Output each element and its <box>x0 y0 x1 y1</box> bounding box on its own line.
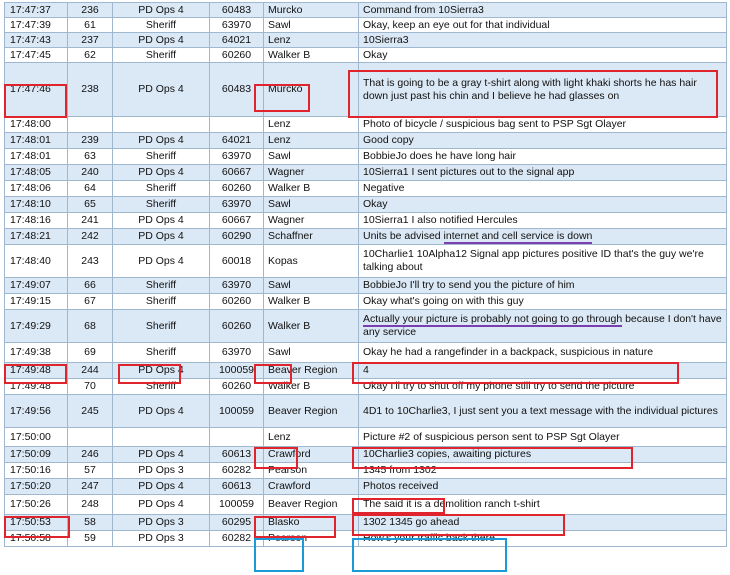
seq-cell: 244 <box>68 363 113 379</box>
message-cell: Photo of bicycle / suspicious bag sent to PSP Sgt Olayer <box>359 117 727 133</box>
unit-cell: PD Ops 4 <box>113 213 210 229</box>
table-row <box>5 63 727 117</box>
time-cell: 17:48:00 <box>5 117 68 133</box>
name-cell: Walker B <box>264 181 359 197</box>
id-cell: 60282 <box>210 463 264 479</box>
time-cell: 17:49:38 <box>5 343 68 363</box>
time-cell: 17:49:48 <box>5 363 68 379</box>
message-cell: 10Sierra1 I sent pictures out to the signal app <box>359 165 727 181</box>
name-cell: Walker B <box>264 379 359 395</box>
id-cell: 60613 <box>210 479 264 495</box>
unit-cell: PD Ops 3 <box>113 515 210 531</box>
message-cell <box>359 229 727 245</box>
id-cell: 60260 <box>210 181 264 197</box>
seq-cell: 65 <box>68 197 113 213</box>
message-cell: How's your traffic back there <box>359 531 727 547</box>
message-cell: Okay what's going on with this guy <box>359 294 727 310</box>
message-cell: Okay I'll try to shut off my phone still try to send the picture <box>359 379 727 395</box>
unit-cell: PD Ops 3 <box>113 463 210 479</box>
table-row <box>5 245 727 278</box>
time-cell: 17:50:00 <box>5 428 68 447</box>
table-row <box>5 515 727 531</box>
unit-cell: Sheriff <box>113 278 210 294</box>
id-cell: 100059 <box>210 363 264 379</box>
id-cell: 60613 <box>210 447 264 463</box>
message-cell: BobbieJo does he have long hair <box>359 149 727 165</box>
table-row <box>5 379 727 395</box>
name-cell: Beaver Region <box>264 495 359 515</box>
message-cell: Picture #2 of suspicious person sent to PSP Sgt Olayer <box>359 428 727 447</box>
seq-cell: 64 <box>68 181 113 197</box>
table-row <box>5 294 727 310</box>
time-cell: 17:50:09 <box>5 447 68 463</box>
unit-cell: PD Ops 4 <box>113 447 210 463</box>
underlined-text: Actually your picture is probably not going to go through <box>363 313 623 325</box>
unit-cell: PD Ops 4 <box>113 363 210 379</box>
id-cell: 60667 <box>210 213 264 229</box>
seq-cell: 239 <box>68 133 113 149</box>
time-cell: 17:49:15 <box>5 294 68 310</box>
name-cell: Schaffner <box>264 229 359 245</box>
id-cell: 60282 <box>210 531 264 547</box>
table-row <box>5 395 727 428</box>
time-cell: 17:49:48 <box>5 379 68 395</box>
message-cell: Photos received <box>359 479 727 495</box>
underlined-text: internet and cell service is down <box>443 230 593 242</box>
id-cell: 63970 <box>210 18 264 33</box>
time-cell: 17:48:21 <box>5 229 68 245</box>
message-cell: Okay, keep an eye out for that individual <box>359 18 727 33</box>
seq-cell: 236 <box>68 3 113 18</box>
message-cell: 4D1 to 10Charlie3, I just sent you a text message with the individual pictures <box>359 395 727 428</box>
seq-cell: 247 <box>68 479 113 495</box>
time-cell: 17:50:16 <box>5 463 68 479</box>
table-row <box>5 343 727 363</box>
table-row <box>5 463 727 479</box>
id-cell: 60018 <box>210 245 264 278</box>
unit-cell: Sheriff <box>113 294 210 310</box>
message-cell <box>359 310 727 343</box>
name-cell: Blasko <box>264 515 359 531</box>
message-cell: Okay he had a rangefinder in a backpack, suspicious in nature <box>359 343 727 363</box>
seq-cell <box>68 117 113 133</box>
name-cell: Beaver Region <box>264 395 359 428</box>
table-row <box>5 363 727 379</box>
name-cell: Walker B <box>264 294 359 310</box>
seq-cell: 248 <box>68 495 113 515</box>
unit-cell: Sheriff <box>113 18 210 33</box>
time-cell: 17:50:58 <box>5 531 68 547</box>
time-cell: 17:50:53 <box>5 515 68 531</box>
time-cell: 17:48:05 <box>5 165 68 181</box>
table-row <box>5 213 727 229</box>
time-cell: 17:48:10 <box>5 197 68 213</box>
id-cell <box>210 117 264 133</box>
unit-cell: PD Ops 4 <box>113 33 210 48</box>
unit-cell <box>113 117 210 133</box>
unit-cell <box>113 428 210 447</box>
id-cell: 64021 <box>210 133 264 149</box>
id-cell <box>210 428 264 447</box>
name-cell: Crawford <box>264 447 359 463</box>
message-text: because I don't have any service <box>363 313 722 338</box>
name-cell: Crawford <box>264 479 359 495</box>
seq-cell: 62 <box>68 48 113 63</box>
table-row <box>5 117 727 133</box>
time-cell: 17:49:56 <box>5 395 68 428</box>
time-cell: 17:48:01 <box>5 149 68 165</box>
seq-cell: 245 <box>68 395 113 428</box>
time-cell: 17:50:26 <box>5 495 68 515</box>
time-cell: 17:48:06 <box>5 181 68 197</box>
dispatch-log-table <box>4 2 727 547</box>
id-cell: 100059 <box>210 395 264 428</box>
id-cell: 63970 <box>210 149 264 165</box>
message-cell: BobbieJo I'll try to send you the picture of him <box>359 278 727 294</box>
time-cell: 17:47:37 <box>5 3 68 18</box>
id-cell: 100059 <box>210 495 264 515</box>
name-cell: Kopas <box>264 245 359 278</box>
table-row <box>5 18 727 33</box>
table-row <box>5 165 727 181</box>
name-cell: Lenz <box>264 117 359 133</box>
time-cell: 17:48:40 <box>5 245 68 278</box>
table-row <box>5 310 727 343</box>
seq-cell: 69 <box>68 343 113 363</box>
name-cell: Sawl <box>264 149 359 165</box>
unit-cell: Sheriff <box>113 149 210 165</box>
seq-cell: 242 <box>68 229 113 245</box>
name-cell: Murcko <box>264 3 359 18</box>
unit-cell: PD Ops 4 <box>113 245 210 278</box>
time-cell: 17:49:29 <box>5 310 68 343</box>
message-cell: 10Charlie1 10Alpha12 Signal app pictures positive ID that's the guy we're talking about <box>359 245 727 278</box>
name-cell: Beaver Region <box>264 363 359 379</box>
table-row <box>5 479 727 495</box>
seq-cell: 238 <box>68 63 113 117</box>
name-cell: Lenz <box>264 428 359 447</box>
id-cell: 60483 <box>210 63 264 117</box>
seq-cell: 61 <box>68 18 113 33</box>
time-cell: 17:48:01 <box>5 133 68 149</box>
id-cell: 60483 <box>210 3 264 18</box>
unit-cell: Sheriff <box>113 48 210 63</box>
seq-cell: 240 <box>68 165 113 181</box>
table-row <box>5 495 727 515</box>
dispatch-log-body <box>5 3 727 547</box>
message-cell: Command from 10Sierra3 <box>359 3 727 18</box>
unit-cell: PD Ops 4 <box>113 133 210 149</box>
name-cell: Murcko <box>264 63 359 117</box>
name-cell: Sawl <box>264 18 359 33</box>
unit-cell: PD Ops 3 <box>113 531 210 547</box>
name-cell: Sawl <box>264 197 359 213</box>
time-cell: 17:47:46 <box>5 63 68 117</box>
id-cell: 60260 <box>210 310 264 343</box>
unit-cell: Sheriff <box>113 310 210 343</box>
name-cell: Sawl <box>264 278 359 294</box>
table-row <box>5 3 727 18</box>
unit-cell: PD Ops 4 <box>113 3 210 18</box>
name-cell: Lenz <box>264 133 359 149</box>
message-cell: 10Charlie3 copies, awaiting pictures <box>359 447 727 463</box>
id-cell: 60290 <box>210 229 264 245</box>
unit-cell: PD Ops 4 <box>113 479 210 495</box>
seq-cell: 67 <box>68 294 113 310</box>
unit-cell: PD Ops 4 <box>113 495 210 515</box>
seq-cell: 58 <box>68 515 113 531</box>
table-row <box>5 149 727 165</box>
table-row <box>5 229 727 245</box>
message-cell: The said it is a demolition ranch t-shirt <box>359 495 727 515</box>
id-cell: 60667 <box>210 165 264 181</box>
name-cell: Walker B <box>264 48 359 63</box>
time-cell: 17:47:43 <box>5 33 68 48</box>
unit-cell: Sheriff <box>113 181 210 197</box>
id-cell: 63970 <box>210 343 264 363</box>
message-cell: 4 <box>359 363 727 379</box>
table-row <box>5 48 727 63</box>
message-cell: Okay <box>359 48 727 63</box>
name-cell: Pearson <box>264 531 359 547</box>
id-cell: 63970 <box>210 197 264 213</box>
message-cell: Good copy <box>359 133 727 149</box>
table-row <box>5 531 727 547</box>
seq-cell: 57 <box>68 463 113 479</box>
id-cell: 60260 <box>210 379 264 395</box>
id-cell: 64021 <box>210 33 264 48</box>
id-cell: 63970 <box>210 278 264 294</box>
table-row <box>5 428 727 447</box>
time-cell: 17:48:16 <box>5 213 68 229</box>
message-cell: 10Sierra1 I also notified Hercules <box>359 213 727 229</box>
seq-cell: 63 <box>68 149 113 165</box>
table-row <box>5 197 727 213</box>
name-cell: Sawl <box>264 343 359 363</box>
time-cell: 17:47:39 <box>5 18 68 33</box>
table-row <box>5 181 727 197</box>
table-row <box>5 33 727 48</box>
seq-cell: 241 <box>68 213 113 229</box>
table-row <box>5 133 727 149</box>
time-cell: 17:49:07 <box>5 278 68 294</box>
id-cell: 60260 <box>210 294 264 310</box>
seq-cell: 243 <box>68 245 113 278</box>
seq-cell: 246 <box>68 447 113 463</box>
unit-cell: Sheriff <box>113 379 210 395</box>
seq-cell: 59 <box>68 531 113 547</box>
unit-cell: PD Ops 4 <box>113 395 210 428</box>
message-cell: That is going to be a gray t-shirt along with light khaki shorts he has hair down just past his chin and I believe he had glasses on <box>359 63 727 117</box>
seq-cell: 70 <box>68 379 113 395</box>
table-row <box>5 278 727 294</box>
name-cell: Pearson <box>264 463 359 479</box>
unit-cell: Sheriff <box>113 197 210 213</box>
id-cell: 60260 <box>210 48 264 63</box>
time-cell: 17:50:20 <box>5 479 68 495</box>
seq-cell: 66 <box>68 278 113 294</box>
message-cell: 10Sierra3 <box>359 33 727 48</box>
name-cell: Walker B <box>264 310 359 343</box>
name-cell: Lenz <box>264 33 359 48</box>
message-cell: Negative <box>359 181 727 197</box>
name-cell: Wagner <box>264 213 359 229</box>
seq-cell: 237 <box>68 33 113 48</box>
unit-cell: PD Ops 4 <box>113 229 210 245</box>
id-cell: 60295 <box>210 515 264 531</box>
table-row <box>5 447 727 463</box>
unit-cell: PD Ops 4 <box>113 165 210 181</box>
time-cell: 17:47:45 <box>5 48 68 63</box>
seq-cell <box>68 428 113 447</box>
message-cell: 1345 from 1302 <box>359 463 727 479</box>
name-cell: Wagner <box>264 165 359 181</box>
unit-cell: Sheriff <box>113 343 210 363</box>
seq-cell: 68 <box>68 310 113 343</box>
message-cell: Okay <box>359 197 727 213</box>
unit-cell: PD Ops 4 <box>113 63 210 117</box>
message-cell: 1302 1345 go ahead <box>359 515 727 531</box>
message-text: Units be advised <box>363 230 444 242</box>
